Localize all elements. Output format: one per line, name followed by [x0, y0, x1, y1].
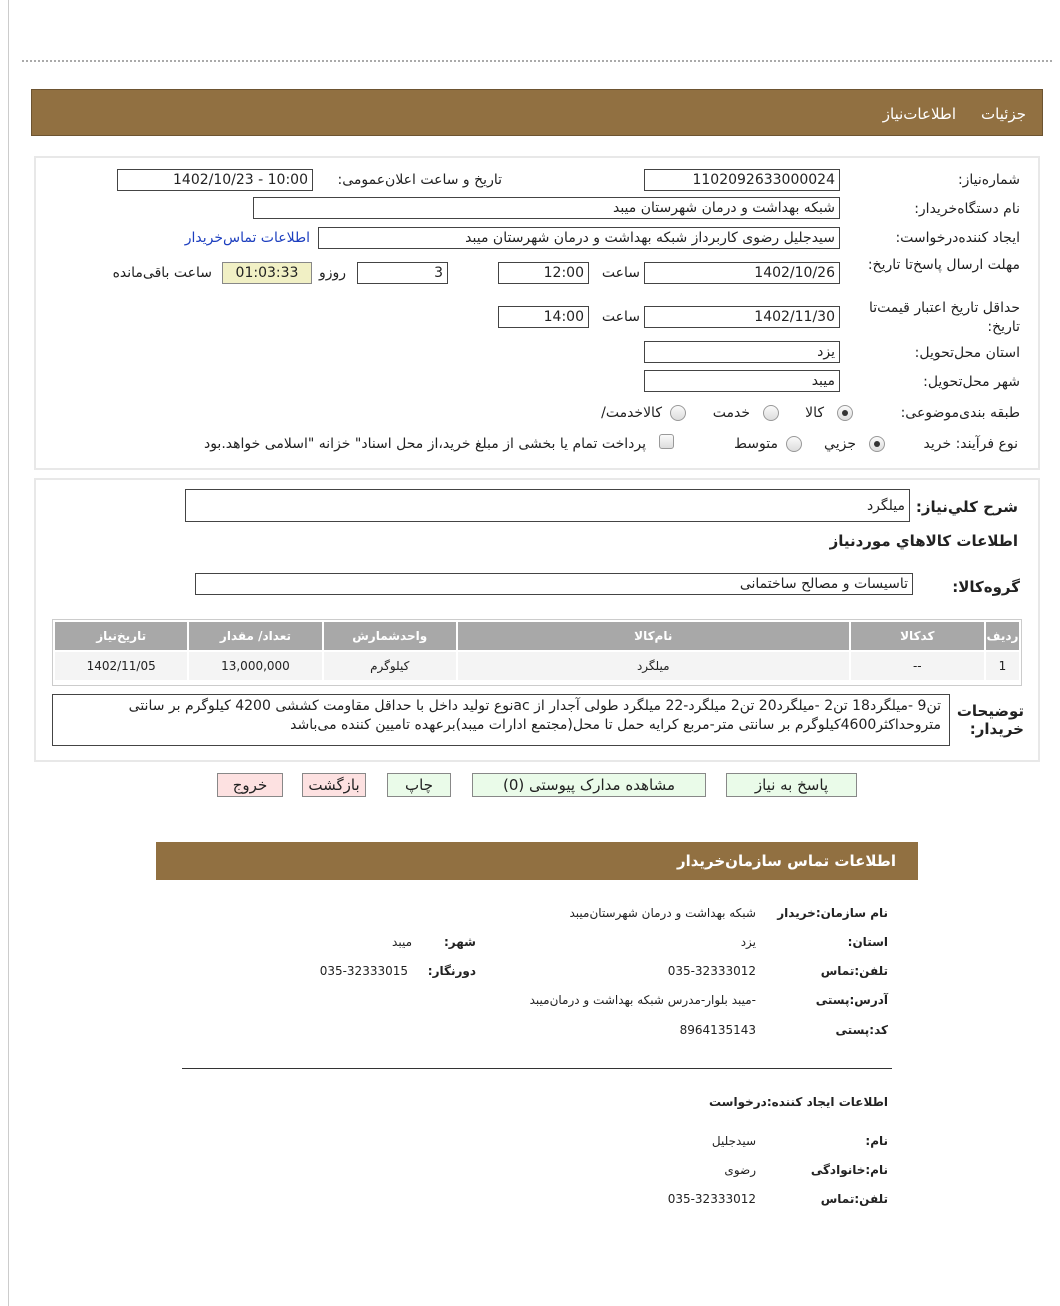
- buyer-org-label: نام دستگاه‌خریدار:: [914, 201, 1020, 217]
- need-number-label: شماره‌نیاز:: [957, 172, 1020, 188]
- category-label: طبقه بندی‌موضوعی:: [900, 405, 1020, 421]
- treasury-payment-label: پرداخت تمام یا بخشی از مبلغ خرید،از محل اسناد" خزانه "اسلامی خواهد.بود: [203, 436, 646, 452]
- contact-divider: [182, 1068, 892, 1069]
- col-code: کدکالا: [850, 621, 985, 651]
- contact-province-label: استان:: [847, 935, 888, 949]
- org-name-label: نام سازمان:خریدار: [777, 906, 888, 920]
- announce-label: تاریخ و ساعت اعلان‌عمومی:: [337, 172, 502, 188]
- col-date: تاریخ‌نیاز: [54, 621, 188, 651]
- price-time-field: 14:00: [498, 306, 589, 328]
- goods-table: [53, 620, 1021, 682]
- days-label: روزو: [318, 265, 346, 281]
- province-field: یزد: [644, 341, 840, 363]
- buyer-desc-line2: مترو‌حداکثر4600کیلوگرم بر سانتی متر-مربع کرایه حمل تا محل(مجتمع ادارات میبد)برعهده تامیین کننده می‌باشد: [290, 717, 941, 733]
- contact-fax-value: 035-32333015: [319, 964, 408, 978]
- cell-code: --: [850, 651, 985, 681]
- contact-province-value: یزد: [740, 935, 756, 949]
- table-row: [54, 651, 1020, 681]
- back-button[interactable]: بازگشت: [302, 773, 366, 797]
- process-label: نوع فرآیند: خرید: [923, 436, 1018, 452]
- category-goods-label: کالا: [805, 405, 824, 421]
- need-number-field: 1102092633000024: [644, 169, 840, 191]
- contact-city-value: میبد: [392, 935, 412, 949]
- category-goods-service-radio[interactable]: [670, 405, 686, 421]
- buyer-org-field: شبکه بهداشت و درمان شهرستان میبد: [253, 197, 840, 219]
- creator-name-value: سیدجلیل: [711, 1134, 756, 1148]
- buyer-desc-line1: تن9 -میلگرد18 تن2 -میلگرد20 تن2 میلگرد-22 میلگرد طولی آجدار از acنوع تولید داخل با حداقل مقاومت کششی 4200 کیلوگرم بر سانتی: [128, 698, 941, 714]
- cell-row: 1: [985, 651, 1020, 681]
- summary-field: میلگرد: [185, 489, 910, 522]
- col-row: ردیف: [985, 621, 1020, 651]
- creator-family-value: رضوی: [724, 1163, 756, 1177]
- category-goods-service-label: کالا‌خدمت/: [601, 405, 662, 421]
- reply-button[interactable]: پاسخ به نیاز: [726, 773, 857, 797]
- buyer-desc-label: توضیحات خریدار:: [956, 702, 1024, 738]
- creator-label: ایجاد کننده‌درخواست:: [895, 230, 1020, 246]
- reply-date-field: 1402/10/26: [644, 262, 840, 284]
- print-button[interactable]: چاپ: [387, 773, 451, 797]
- contact-address-label: آدرس:پستی: [815, 993, 888, 1007]
- goods-info-title: اطلاعات کالاهاي موردنیاز: [829, 532, 1018, 550]
- cell-date: 1402/11/05: [54, 651, 188, 681]
- tab-need-info[interactable]: اطلاعات‌نیاز: [882, 105, 956, 123]
- announce-datetime-field: 1402/10/23 - 10:00: [117, 169, 313, 191]
- category-goods-radio[interactable]: [837, 405, 853, 421]
- price-date-field: 1402/11/30: [644, 306, 840, 328]
- cell-unit: کیلوگرم: [323, 651, 457, 681]
- days-field: 3: [357, 262, 448, 284]
- col-unit: واحدشمارش: [323, 621, 457, 651]
- contact-fax-label: دورنگار:: [427, 964, 476, 978]
- left-frame-border: [8, 0, 9, 1306]
- org-name-value: شبکه بهداشت و درمان شهرستان‌میبد: [569, 906, 756, 920]
- buyer-desc-box: [52, 694, 950, 746]
- tab-details[interactable]: جزئيات: [981, 105, 1026, 123]
- cell-qty: 13,000,000: [188, 651, 322, 681]
- contact-postal-label: کد:پستی: [835, 1023, 888, 1037]
- goods-group-label: گروه‌کالا:: [952, 578, 1020, 596]
- process-medium-radio[interactable]: [786, 436, 802, 452]
- buyer-contact-title: اطلاعات تماس سازمان‌خریدار: [676, 852, 896, 870]
- remaining-timer: 01:03:33: [222, 262, 312, 284]
- col-qty: تعداد/ مقدار: [188, 621, 322, 651]
- contact-postal-value: 8964135143: [679, 1023, 756, 1037]
- col-name: نام‌کالا: [457, 621, 850, 651]
- contact-phone-label: تلفن:تماس: [820, 964, 888, 978]
- category-service-label: خدمت: [712, 405, 750, 421]
- reply-deadline-label: مهلت ارسال پاسخ‌تا تاریخ:: [867, 257, 1020, 273]
- process-medium-label: متوسط: [734, 436, 778, 452]
- reply-time-label: ساعت: [601, 265, 640, 281]
- contact-phone-value: 035-32333012: [667, 964, 756, 978]
- buyer-contact-link[interactable]: اطلاعات تماس‌خریدار: [184, 230, 310, 246]
- creator-phone-value: 035-32333012: [667, 1192, 756, 1206]
- goods-group-field: تاسیسات و مصالح ساختمانی: [195, 573, 913, 595]
- price-validity-label: حداقل تاریخ اعتبار قیمت‌تا تاریخ:: [868, 300, 1020, 335]
- treasury-payment-checkbox[interactable]: [659, 434, 674, 449]
- creator-name-label: نام:: [865, 1134, 888, 1148]
- city-label: شهر محل‌تحویل:: [923, 374, 1020, 390]
- cell-name: میلگرد: [457, 651, 850, 681]
- top-divider: [22, 60, 1052, 62]
- city-field: میبد: [644, 370, 840, 392]
- buyer-contact-header: [156, 842, 918, 880]
- creator-field: سیدجلیل رضوی کاربرداز شبکه بهداشت و درمان شهرستان میبد: [318, 227, 840, 249]
- creator-family-label: نام:خانوادگی: [810, 1163, 888, 1177]
- remaining-label: ساعت باقی‌مانده: [112, 265, 212, 281]
- summary-label: شرح کلي‌نیاز:: [915, 498, 1018, 516]
- header-bar: [31, 89, 1043, 136]
- exit-button[interactable]: خروج: [217, 773, 283, 797]
- process-small-label: جزیي: [824, 436, 856, 452]
- reply-time-field: 12:00: [498, 262, 589, 284]
- process-small-radio[interactable]: [869, 436, 885, 452]
- creator-info-title: اطلاعات ایجاد کننده:درخواست: [708, 1095, 888, 1109]
- creator-phone-label: تلفن:تماس: [820, 1192, 888, 1206]
- price-time-label: ساعت: [601, 309, 640, 325]
- view-attachments-button[interactable]: مشاهده مدارک پیوستی (0): [472, 773, 706, 797]
- province-label: استان محل‌تحویل:: [914, 345, 1020, 361]
- category-service-radio[interactable]: [763, 405, 779, 421]
- contact-city-label: شهر:: [444, 935, 476, 949]
- goods-table-header: [54, 621, 1020, 651]
- contact-address-value: -میبد بلوار-مدرس شبکه بهداشت و درمان‌میبد: [529, 993, 756, 1007]
